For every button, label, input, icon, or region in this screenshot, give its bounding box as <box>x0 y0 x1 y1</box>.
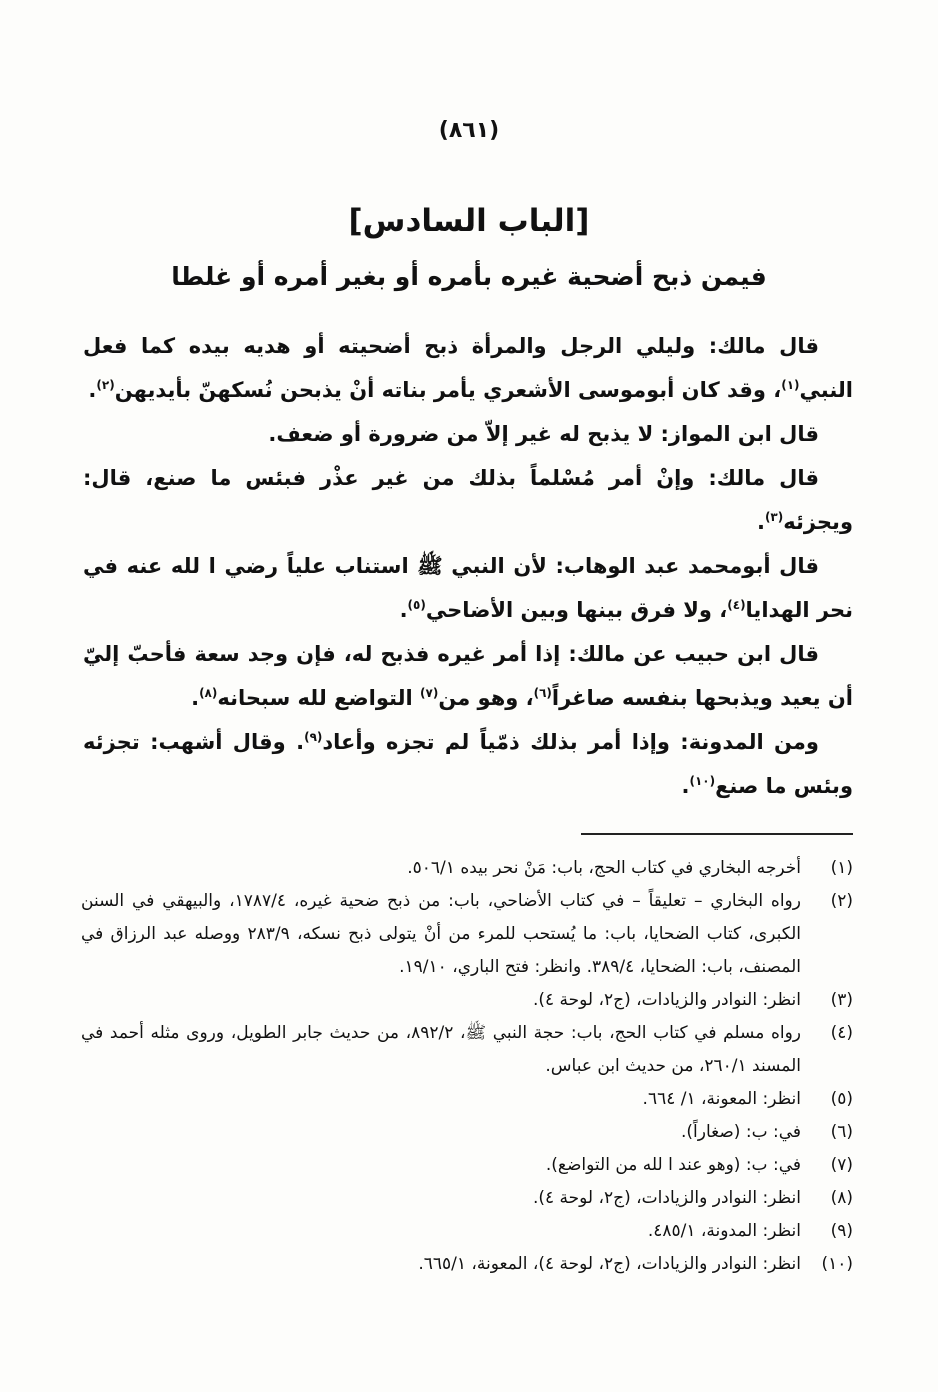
footnote-number: (٣) <box>830 990 853 1010</box>
footnote-reference: (١) <box>781 378 800 392</box>
text-segment: ، وقد كان أبوموسى الأشعري يأمر بناته أنْ يذبحن نُسكهنّ بأيديهن <box>114 378 782 402</box>
footnote-number: (٨) <box>830 1188 853 1208</box>
footnote-reference: (٢) <box>96 378 115 392</box>
footnote-number: (١) <box>830 858 853 878</box>
text-segment: ومن المدونة: وإذا أمر بذلك ذمّياً لم تجزه وأعاد <box>322 730 819 754</box>
footnotes-list <box>81 852 853 1281</box>
footnote-item <box>81 1215 853 1248</box>
footnote-text: انظر: المعونة، ١/ ٦٦٤. <box>642 1089 801 1109</box>
footnote-item <box>81 1017 853 1083</box>
chapter-title: [الباب السادس] <box>348 203 590 239</box>
text-segment: . <box>88 378 97 402</box>
footnote-number: (٤) <box>830 1023 853 1043</box>
footnote-reference: (٦) <box>533 686 552 700</box>
text-segment: قال أبومحمد عبد الوهاب: لأن النبي ﷺ استناب علياً رضي ا لله عنه في نحر الهدايا <box>83 554 853 622</box>
footnote-reference: (٩) <box>304 730 323 744</box>
paragraph <box>83 412 853 456</box>
text-segment: . وقال أشهب: تجزئه وبئس ما صنع <box>83 730 853 798</box>
footnote-text: انظر: النوادر والزيادات، (ج٢، لوحة ٤)، المعونة، ٦٦٥/١. <box>418 1254 801 1274</box>
text-segment: . <box>191 686 200 710</box>
text-segment: قال مالك: وليلي الرجل والمرأة ذبح أضحيته أو هديه بيده كما فعل النبي <box>83 334 853 402</box>
chapter-subtitle: فيمن ذبح أضحية غيره بأمره أو بغير أمره أو غلطا <box>171 262 767 291</box>
footnote-item <box>81 852 853 885</box>
footnote-number: (١٠) <box>821 1254 853 1274</box>
footnote-item <box>81 1248 853 1281</box>
text-segment: قال ابن حبيب عن مالك: إذا أمر غيره فذبح له، فإن وجد سعة فأحبّ إليّ أن يعيد ويذبحها بنفسه صاغراً <box>83 642 853 710</box>
footnote-divider <box>581 833 853 835</box>
text-segment: التواضع لله سبحانه <box>217 686 421 710</box>
footnote-text: انظر: المدونة، ٤٨٥/١. <box>647 1221 801 1241</box>
footnote-item <box>81 1182 853 1215</box>
paragraph <box>83 324 853 412</box>
footnote-item <box>81 1083 853 1116</box>
footnote-reference: (٨) <box>199 686 218 700</box>
footnote-number: (٦) <box>830 1122 853 1142</box>
footnote-text: رواه مسلم في كتاب الحج، باب: حجة النبي ﷺ، ٨٩٢/٢، من حديث جابر الطويل، وروى مثله أحمد في المسند ٢٦٠/١، من حديث ابن عباس. <box>81 1023 801 1076</box>
main-text <box>83 324 853 808</box>
footnote-number: (٢) <box>830 891 853 911</box>
text-segment: ، وهو من <box>438 686 534 710</box>
text-segment: . <box>756 510 765 534</box>
footnote-text: في: ب: (وهو عند ا لله من التواضع). <box>545 1155 801 1175</box>
paragraph <box>83 456 853 544</box>
paragraph <box>83 720 853 808</box>
text-segment: ، ولا فرق بينها وبين الأضاحي <box>425 598 728 622</box>
footnote-reference: (٤) <box>727 598 746 612</box>
footnote-text: انظر: النوادر والزيادات، (ج٢، لوحة ٤). <box>532 1188 801 1208</box>
footnote-number: (٩) <box>830 1221 853 1241</box>
footnote-reference: (٣) <box>764 510 784 524</box>
text-segment: . <box>399 598 408 622</box>
footnote-item <box>81 984 853 1017</box>
footnote-number: (٧) <box>830 1155 853 1175</box>
footnote-reference: (١٠) <box>689 774 716 788</box>
footnote-reference: (٧) <box>420 686 439 700</box>
footnote-text: في: ب: (صغاراً). <box>681 1122 801 1142</box>
footnote-item <box>81 1149 853 1182</box>
footnote-text: أخرجه البخاري في كتاب الحج، باب: مَنْ نحر بيده ٥٠٦/١. <box>407 858 801 878</box>
footnote-item <box>81 1116 853 1149</box>
footnote-number: (٥) <box>830 1089 853 1109</box>
footnote-item <box>81 885 853 984</box>
text-segment: . <box>681 774 690 798</box>
footnote-text: رواه البخاري – تعليقاً – في كتاب الأضاحي، باب: من ذبح ضحية غيره، ١٧٨٧/٤، والبيهقي في السنن الكبرى، كتاب الضحايا، باب: ما يُستحب للمرء من أنْ يتولى ذبح نسكه، ٢٨٣/٩ ووصله عبد الرزاق في المصنف، باب: الضحايا، ٣٨٩/٤. وانظر: فتح الباري، ١٩/١٠. <box>81 891 801 977</box>
footnote-text: انظر: النوادر والزيادات، (ج٢، لوحة ٤). <box>532 990 801 1010</box>
paragraph <box>83 544 853 632</box>
text-segment: قال مالك: وإنْ أمر مُسْلماً بذلك من غير عذْر فبئس ما صنع، قال: ويجزئه <box>83 466 853 534</box>
footnote-reference: (٥) <box>407 598 426 612</box>
paragraph <box>83 632 853 720</box>
page-number: (٨٦١) <box>438 118 500 143</box>
text-segment: قال ابن المواز: لا يذبح له غير إلاّ من ضرورة أو ضعف. <box>268 422 819 446</box>
